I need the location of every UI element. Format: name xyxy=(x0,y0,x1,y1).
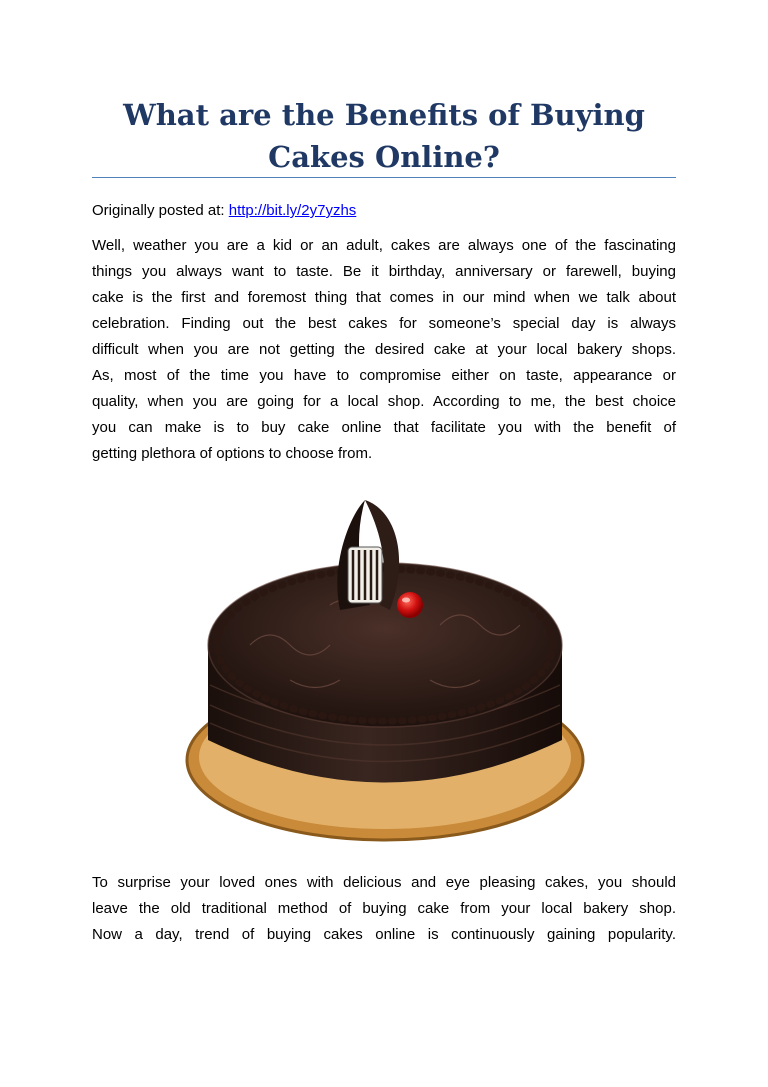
title-divider xyxy=(92,177,676,178)
paragraph-line: things you always want to taste. Be it birthday, anniversary or farewell, buying xyxy=(92,263,676,280)
chocolate-cake-image xyxy=(180,495,585,845)
paragraph-line: cake is the first and foremost thing that comes in our mind when we talk about xyxy=(92,289,676,306)
paragraph-1 xyxy=(92,233,676,467)
posted-label: Originally posted at: xyxy=(92,202,225,219)
paragraph-line: leave the old traditional method of buying cake from your local bakery shop. xyxy=(92,900,676,917)
paragraph-line: getting plethora of options to choose from. xyxy=(92,445,373,462)
source-link[interactable]: http://bit.ly/2y7yzhs xyxy=(228,202,357,219)
paragraph-line: you can make is to buy cake online that facilitate you with the benefit of xyxy=(92,419,676,436)
page-title: What are the Benefits of Buying Cakes Online? xyxy=(123,98,645,174)
paragraph-line: Well, weather you are a kid or an adult, cakes are always one of the fascinating xyxy=(92,237,676,254)
paragraph-2 xyxy=(92,870,676,948)
paragraph-line: To surprise your loved ones with delicious and eye pleasing cakes, you should xyxy=(92,874,676,891)
paragraph-line: Now a day, trend of buying cakes online is continuously gaining popularity. xyxy=(92,926,676,943)
paragraph-line: As, most of the time you have to compromise either on taste, appearance or xyxy=(92,367,676,384)
paragraph-line: difficult when you are not getting the desired cake at your local bakery shops. xyxy=(92,341,676,358)
paragraph-line: celebration. Finding out the best cakes for someone’s special day is always xyxy=(92,315,676,332)
posted-line xyxy=(92,198,676,224)
paragraph-line: quality, when you are going for a local shop. According to me, the best choice xyxy=(92,393,676,410)
